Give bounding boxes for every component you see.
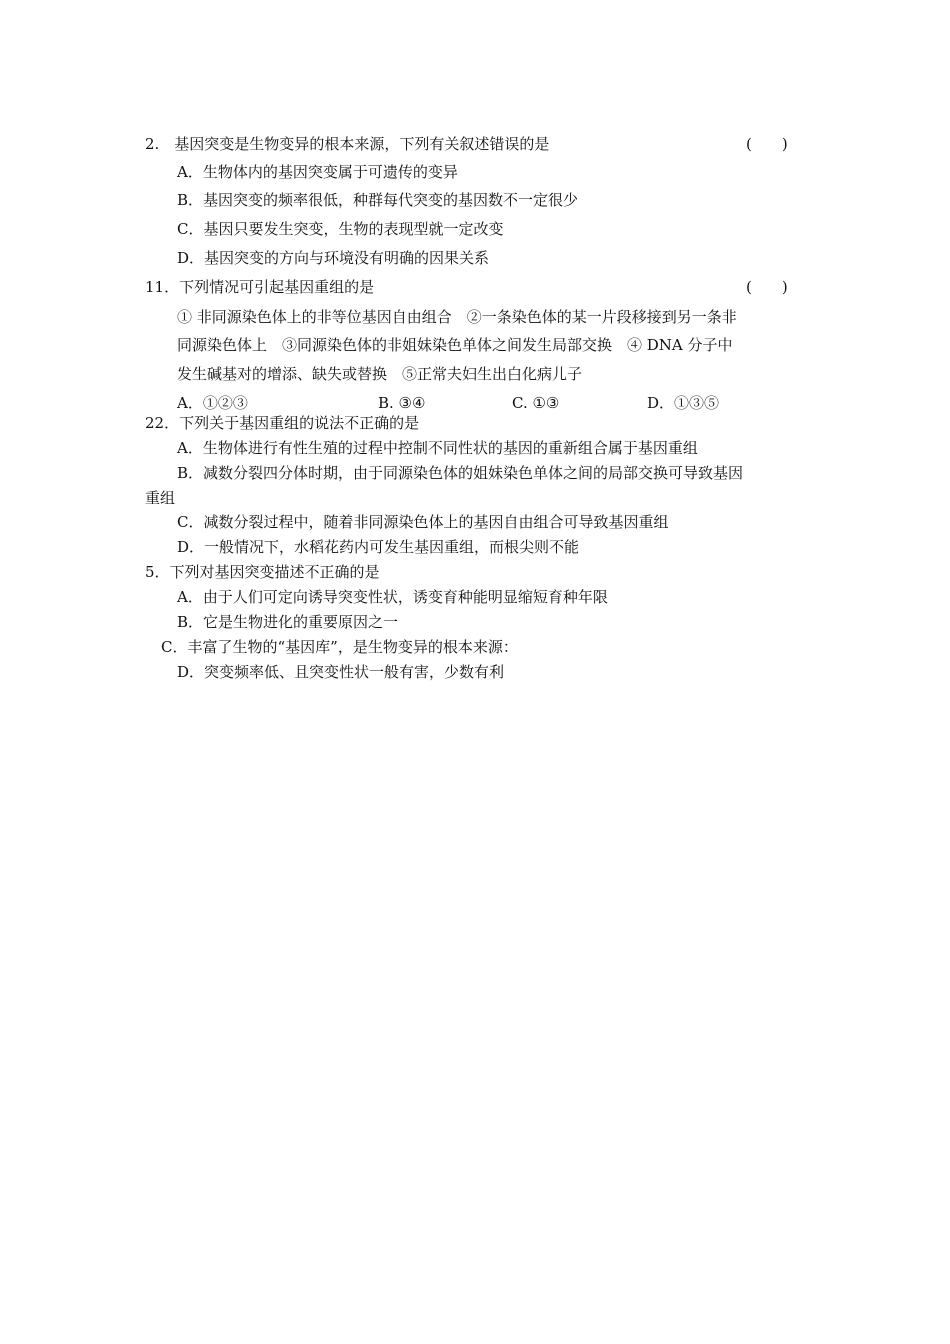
q22-option-c: C．减数分裂过程中，随着非同源染色体上的基因自由组合可导致基因重组 (177, 513, 669, 531)
q5-option-c: C．丰富了生物的“基因库”，是生物变异的根本来源： (161, 638, 518, 656)
q11-text-line-3: 发生碱基对的增添、缺失或替换 ⑤正常夫妇生出白化病儿子 (177, 365, 583, 383)
q2-option-c: C．基因只要发生突变，生物的表现型就一定改变 (177, 220, 504, 238)
q22-option-b-continued: 重组 (145, 489, 176, 507)
q5-option-d: D．突变频率低、且突变性状一般有害，少数有利 (177, 663, 505, 681)
q2-option-b: B．基因突变的频率很低，种群每代突变的基因数不一定很少 (177, 191, 579, 209)
q2-option-a: A．生物体内的基因突变属于可遗传的变异 (177, 163, 458, 181)
q11-answer-paren: ( ) (746, 278, 788, 296)
q11-text-line-2: 同源染色体上 ③同源染色体的非姐妹染色单体之间发生局部交换 ④ DNA 分子中 (177, 336, 733, 354)
q11-stem: 11．下列情况可引起基因重组的是 (145, 278, 375, 296)
q11-text-line-1: ① 非同源染色体上的非等位基因自由组合 ②一条染色体的某一片段移接到另一条非 (177, 308, 737, 326)
q5-option-b: B．它是生物进化的重要原因之一 (177, 613, 399, 631)
q2-answer-paren: ( ) (746, 135, 788, 153)
q11-option-c: C. ①③ (512, 394, 560, 412)
q2-stem: 2. 基因突变是生物变异的根本来源，下列有关叙述错误的是 (145, 135, 550, 153)
q2-option-d: D．基因突变的方向与环境没有明确的因果关系 (177, 249, 490, 267)
q22-option-d: D．一般情况下，水稻花药内可发生基因重组，而根尖则不能 (177, 538, 580, 556)
q5-stem: 5．下列对基因突变描述不正确的是 (145, 563, 380, 581)
q22-stem: 22．下列关于基因重组的说法不正确的是 (145, 414, 420, 432)
q11-option-d: D．①③⑤ (647, 394, 720, 412)
q22-option-a: A．生物体进行有性生殖的过程中控制不同性状的基因的重新组合属于基因重组 (177, 439, 698, 457)
q11-option-a: A．①②③ (177, 394, 248, 412)
q5-option-a: A．由于人们可定向诱导突变性状，诱变育种能明显缩短育种年限 (177, 588, 608, 606)
q22-option-b: B．减数分裂四分体时期，由于同源染色体的姐妹染色单体之间的局部交换可导致基因 (177, 464, 744, 482)
q11-option-b: B. ③④ (378, 394, 426, 412)
